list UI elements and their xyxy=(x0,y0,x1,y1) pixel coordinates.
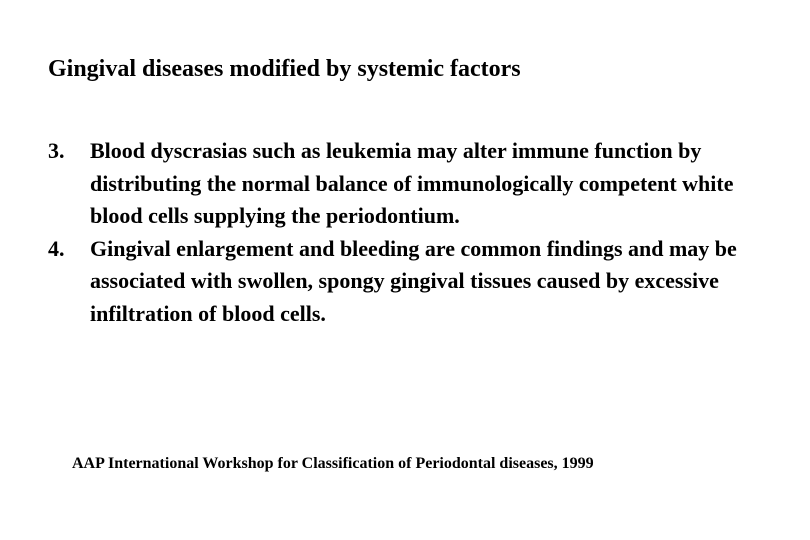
list-item-number: 3. xyxy=(48,138,65,163)
list-item xyxy=(48,233,788,331)
list-item-number: 4. xyxy=(48,235,65,261)
list-item-text: Blood dyscrasias such as leukemia may alter immune function by distributing the normal balance of immunologically competent white blood cells supplying the periodontium. xyxy=(90,138,734,228)
slide-title: Gingival diseases modified by systemic factors xyxy=(48,56,521,82)
citation: AAP International Workshop for Classification of Periodontal diseases, 1999 xyxy=(72,455,594,472)
list-item-text: Gingival enlargement and bleeding are common findings and may be associated with swollen, spongy gingival tissues caused by excessive infiltration of blood cells. xyxy=(90,235,737,326)
numbered-list xyxy=(48,135,788,330)
list-item xyxy=(48,135,788,233)
